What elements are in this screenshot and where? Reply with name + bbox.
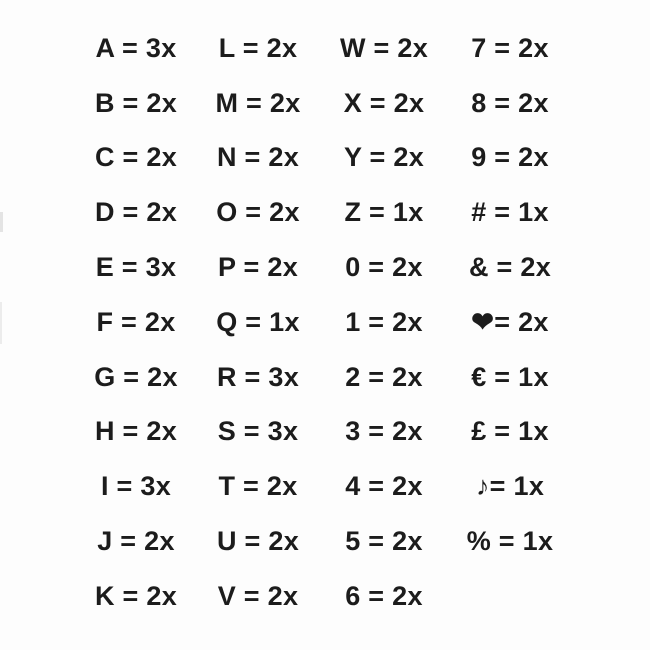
- scan-artifact-mark: [0, 302, 2, 344]
- legend-entry-b: B = 2x: [94, 87, 178, 118]
- legend-entry-percent: % = 1x: [466, 526, 554, 557]
- legend-entry-q: Q = 1x: [216, 306, 300, 337]
- legend-entry-l: L = 2x: [218, 32, 298, 63]
- legend-entry-pound: £ = 1x: [471, 416, 549, 447]
- legend-entry-a: A = 3x: [95, 32, 177, 63]
- legend-entry-s: S = 3x: [217, 416, 299, 447]
- legend-entry-g: G = 2x: [94, 361, 178, 392]
- legend-entry-6: 6 = 2x: [345, 580, 423, 611]
- legend-entry-ampersand: & = 2x: [468, 252, 552, 283]
- legend-entry-h: H = 2x: [94, 416, 178, 447]
- legend-entry-i: I = 3x: [100, 471, 172, 502]
- legend-entry-3: 3 = 2x: [345, 416, 423, 447]
- legend-entry-2: 2 = 2x: [345, 361, 423, 392]
- legend-entry-m: M = 2x: [215, 87, 301, 118]
- legend-entry-o: O = 2x: [216, 197, 300, 228]
- legend-entry-euro: € = 1x: [471, 361, 549, 392]
- legend-entry-f: F = 2x: [96, 306, 176, 337]
- legend-entry-p: P = 2x: [217, 252, 299, 283]
- legend-entry-k: K = 2x: [94, 580, 178, 611]
- legend-entry-empty: [448, 569, 572, 624]
- legend-entry-n: N = 2x: [216, 142, 300, 173]
- legend-entry-w: W = 2x: [339, 32, 429, 63]
- legend-entry-1: 1 = 2x: [345, 306, 423, 337]
- legend-entry-hash: # = 1x: [471, 197, 549, 228]
- legend-entry-4: 4 = 2x: [345, 471, 423, 502]
- legend-entry-0: 0 = 2x: [345, 252, 423, 283]
- legend-entry-8: 8 = 2x: [471, 87, 549, 118]
- scan-artifact-mark: [0, 212, 3, 232]
- legend-entry-e: E = 3x: [95, 252, 177, 283]
- legend-entry-u: U = 2x: [216, 526, 300, 557]
- legend-entry-y: Y = 2x: [343, 142, 425, 173]
- legend-entry-eighth-note: ♪= 1x: [475, 471, 545, 502]
- legend-entry-9: 9 = 2x: [471, 142, 549, 173]
- legend-entry-t: T = 2x: [218, 471, 298, 502]
- legend-entry-c: C = 2x: [94, 142, 178, 173]
- legend-entry-5: 5 = 2x: [345, 526, 423, 557]
- legend-entry-7: 7 = 2x: [471, 32, 549, 63]
- legend-entry-heart: ❤= 2x: [471, 306, 549, 337]
- legend-entry-v: V = 2x: [217, 580, 299, 611]
- character-count-grid: [76, 21, 572, 624]
- legend-entry-z: Z = 1x: [344, 197, 424, 228]
- legend-entry-j: J = 2x: [97, 526, 175, 557]
- legend-entry-r: R = 3x: [216, 361, 300, 392]
- legend-entry-x: X = 2x: [343, 87, 425, 118]
- legend-entry-d: D = 2x: [94, 197, 178, 228]
